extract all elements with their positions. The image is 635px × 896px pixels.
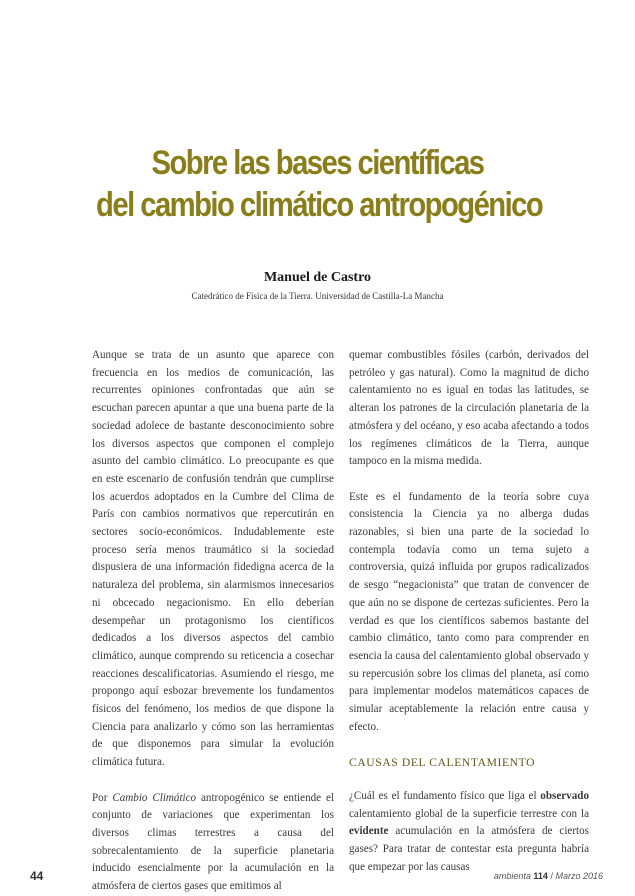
text-run: ¿Cuál es el fundamento físico que liga el [349, 789, 541, 802]
magazine-name: ambienta [493, 871, 531, 881]
author-name: Manuel de Castro [263, 270, 372, 285]
paragraph-intro: Aunque se trata de un asunto que aparece con frecuencia en los medios de comunicación, las recurrentes opiniones confrontadas que aún se escuchan parecen apuntar a que una buena parte de la sociedad adolece de bastante desconocimiento sobre los diversos aspectos que componen el complejo asunto del cambio climático. Lo preocupante es que en este escenario de confusión tendrán que cumplirse los acuerdos adoptados en la Cumbre del Clima de París con cambios normativos que repercutirán en sectores socio-económicos. Indudablemente este proceso sería menos traumático si la sociedad dispusiera de una información fidedigna acerca de la naturaleza del problema, sin alarmismos innecesarios ni obcecado negacionismo. En ello deberían desempeñar un protagonismo los científicos dedicados a los diversos aspectos del cambio climático, aunque comprendo su reticencia a cosechar reacciones descalificatorias. Asumiendo el riesgo, me propongo aquí esbozar brevemente los fundamentos físicos del fenómeno, los medios de que dispone la Ciencia para analizarlo y cómo son las herramientas de que disponemos para simular la evolución climática futura. [92, 349, 334, 769]
text-run: Por [92, 791, 113, 804]
magazine-footer [494, 871, 603, 881]
paragraph-fossil-fuels: quemar combustibles fósiles (carbón, derivados del petróleo y gas natural). Como la magnitud de dicho calentamiento no es igual en todas las latitudes, se alteran los patrones de la circulación planetaria de la atmósfera y del océano, y eso acaba afectando a todos los regímenes climáticos de la Tierra, aunque tampoco en la misma medida. [349, 349, 589, 468]
emphasis-term: Cambio Climático [112, 791, 197, 804]
author-affiliation: Catedrático de Física de la Tierra. Universidad de Castilla-La Mancha [191, 291, 444, 301]
issue-date: Marzo 2016 [555, 871, 603, 881]
title-line-1: Sobre las bases científicas [151, 144, 484, 182]
left-column [92, 347, 334, 896]
text-run: antropogénico se entiende el conjunto de variaciones que experimentan los diversos climas terrestres a causa del sobrecalentamiento de la superficie planetaria inducido esencialmente por la acumulación en la atmósfera de ciertos gases que emitimos al [92, 791, 334, 893]
bold-term: observado [540, 789, 589, 802]
issue-number: 114 [533, 871, 548, 881]
page-number: 44 [30, 869, 44, 883]
text-run: calentamiento global de la superficie terrestre con la [349, 807, 589, 820]
paragraph-causes [349, 788, 589, 877]
paragraph-theory: Este es el fundamento de la teoría sobre cuya consistencia la Ciencia ya no alberga dudas razonables, si bien una parte de la sociedad lo contempla todavía como un tema sujeto a controversia, quizá influida por grupos radicalizados de sesgo “negacionista” que tratan de convencer de que aún no se dispone de certezas suficientes. Pero la verdad es que los científicos sabemos bastante del cambio climático, tanto como para comprender en esencia la causa del calentamiento global observado y su repercusión sobre los climas del planeta, así como para implementar modelos matemáticos capaces de simular aceptablemente la relación entre causa y efecto. [349, 490, 589, 733]
bold-term: evidente [349, 825, 389, 838]
section-heading: CAUSAS DEL CALENTAMIENTO [349, 756, 536, 770]
right-column [349, 347, 589, 876]
article-title [96, 142, 543, 226]
title-line-2: del cambio climático antropogénico [96, 186, 543, 224]
text-run: acumulación en la atmósfera de ciertos gases? Para tratar de contestar esta pregunta habría que empezar por las causas [349, 825, 589, 873]
footer-separator: / [550, 871, 553, 881]
paragraph-definition [92, 790, 334, 896]
